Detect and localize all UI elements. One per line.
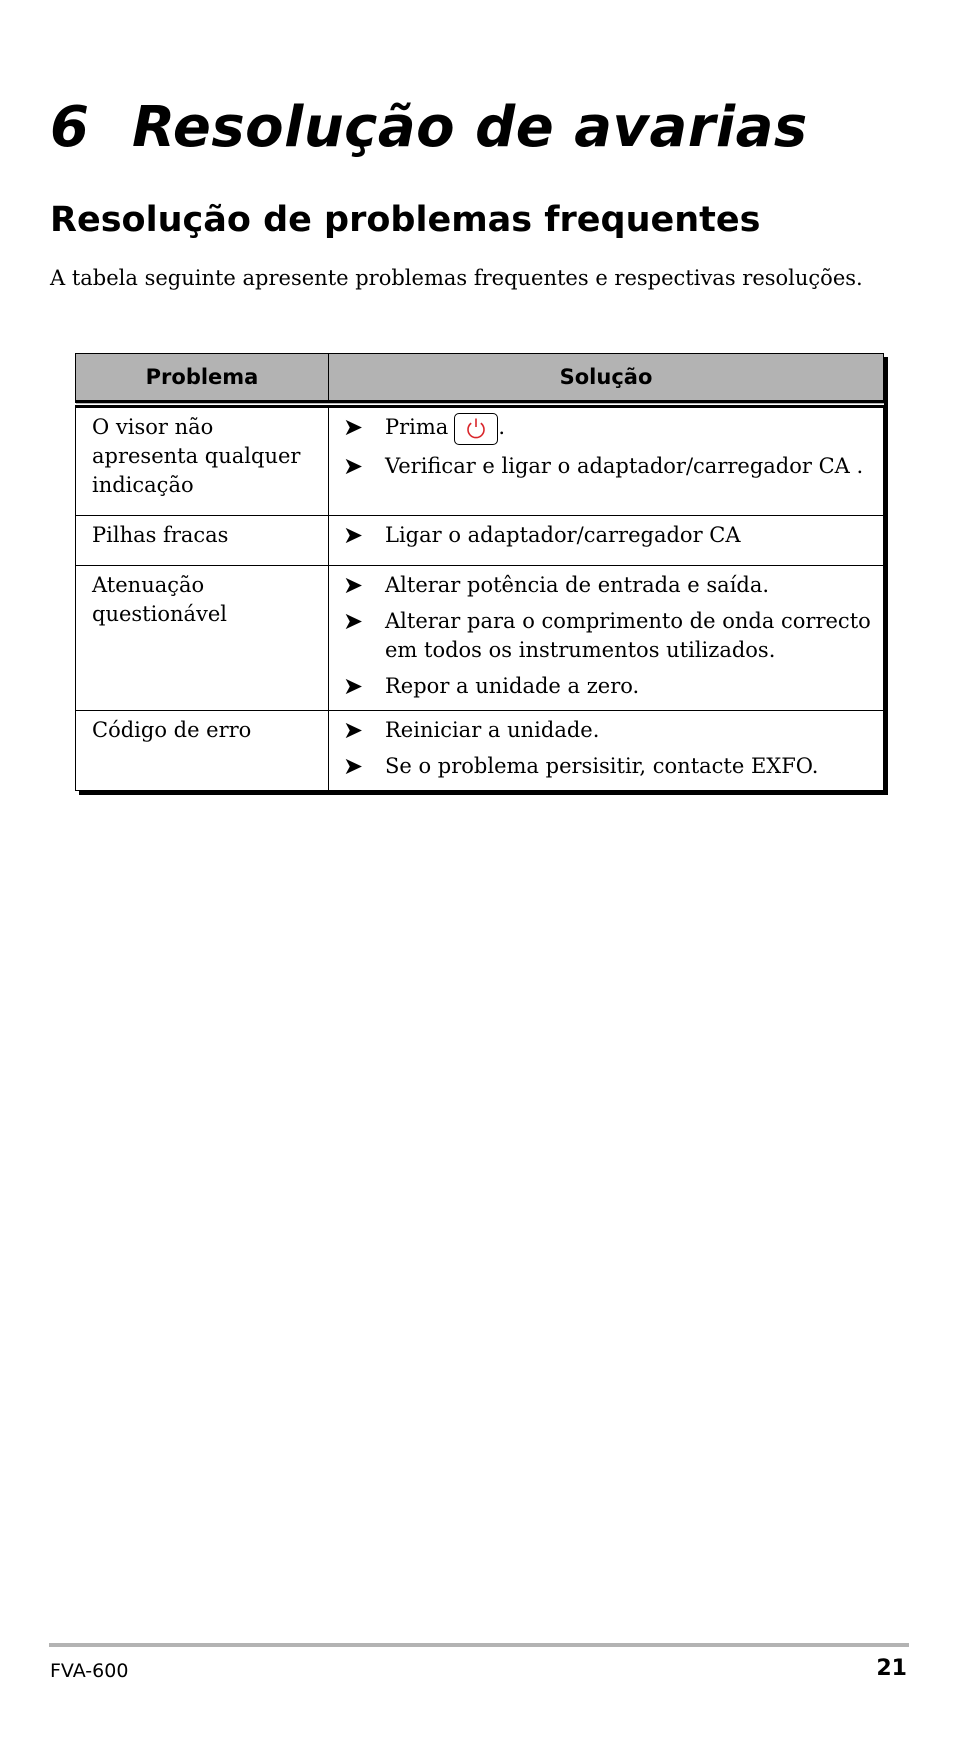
table-row: [76, 516, 884, 566]
table-row: [76, 711, 884, 791]
solution-cell: [329, 404, 884, 516]
arrow-bullet-icon: ➤: [343, 571, 364, 599]
list-item: [343, 672, 873, 701]
list-item: [343, 752, 873, 781]
solution-cell: [329, 711, 884, 791]
solution-list: [343, 571, 873, 701]
arrow-bullet-icon: ➤: [343, 672, 364, 700]
troubleshooting-table: [75, 353, 884, 791]
intro-paragraph: A tabela seguinte apresente problemas frequentes e respectivas resoluções.: [50, 266, 863, 290]
arrow-bullet-icon: ➤: [343, 752, 364, 780]
solution-text: Repor a unidade a zero.: [385, 674, 640, 698]
solution-text: Reiniciar a unidade.: [385, 718, 600, 742]
footer-divider: [49, 1643, 909, 1647]
problem-cell: Pilhas fracas: [76, 516, 329, 566]
solution-text: Se o problema persisitir, contacte EXFO.: [385, 754, 819, 778]
solution-list: [343, 716, 873, 781]
chapter-title: [50, 95, 808, 160]
arrow-bullet-icon: ➤: [343, 716, 364, 744]
table-row: [76, 404, 884, 516]
solution-text: Alterar potência de entrada e saída.: [385, 573, 770, 597]
list-item: [343, 413, 873, 445]
arrow-bullet-icon: ➤: [343, 521, 364, 549]
arrow-bullet-icon: ➤: [343, 607, 364, 635]
problem-cell: O visor não apresenta qualquer indicação: [76, 404, 329, 516]
power-icon: [464, 417, 488, 441]
table-header-row: [76, 354, 884, 405]
list-item: [343, 452, 873, 481]
section-title: Resolução de problemas frequentes: [50, 200, 761, 240]
footer-product-name: FVA-600: [50, 1660, 129, 1682]
chapter-number: 6: [50, 95, 90, 160]
list-item: [343, 716, 873, 745]
list-item: [343, 521, 873, 550]
solution-cell: [329, 566, 884, 711]
chapter-title-text: Resolução de avarias: [132, 95, 808, 160]
list-item: [343, 607, 873, 665]
list-item: [343, 571, 873, 600]
header-solucao: Solução: [329, 354, 884, 405]
solution-text: Verificar e ligar o adaptador/carregador CA .: [385, 454, 864, 478]
solution-list: [343, 413, 873, 481]
arrow-bullet-icon: ➤: [343, 413, 364, 441]
solution-text: Prima: [385, 415, 449, 439]
arrow-bullet-icon: ➤: [343, 452, 364, 480]
problem-cell: Código de erro: [76, 711, 329, 791]
problem-cell: Atenuação questionável: [76, 566, 329, 711]
header-problema: Problema: [76, 354, 329, 405]
solution-text: Ligar o adaptador/carregador CA: [385, 523, 741, 547]
table-row: [76, 566, 884, 711]
solution-cell: [329, 516, 884, 566]
solution-text: Alterar para o comprimento de onda correcto em todos os instrumentos utilizados.: [385, 609, 871, 662]
solution-suffix: .: [498, 415, 506, 439]
solution-list: [343, 521, 873, 550]
power-key: [454, 413, 498, 445]
page-number: 21: [876, 1656, 907, 1681]
